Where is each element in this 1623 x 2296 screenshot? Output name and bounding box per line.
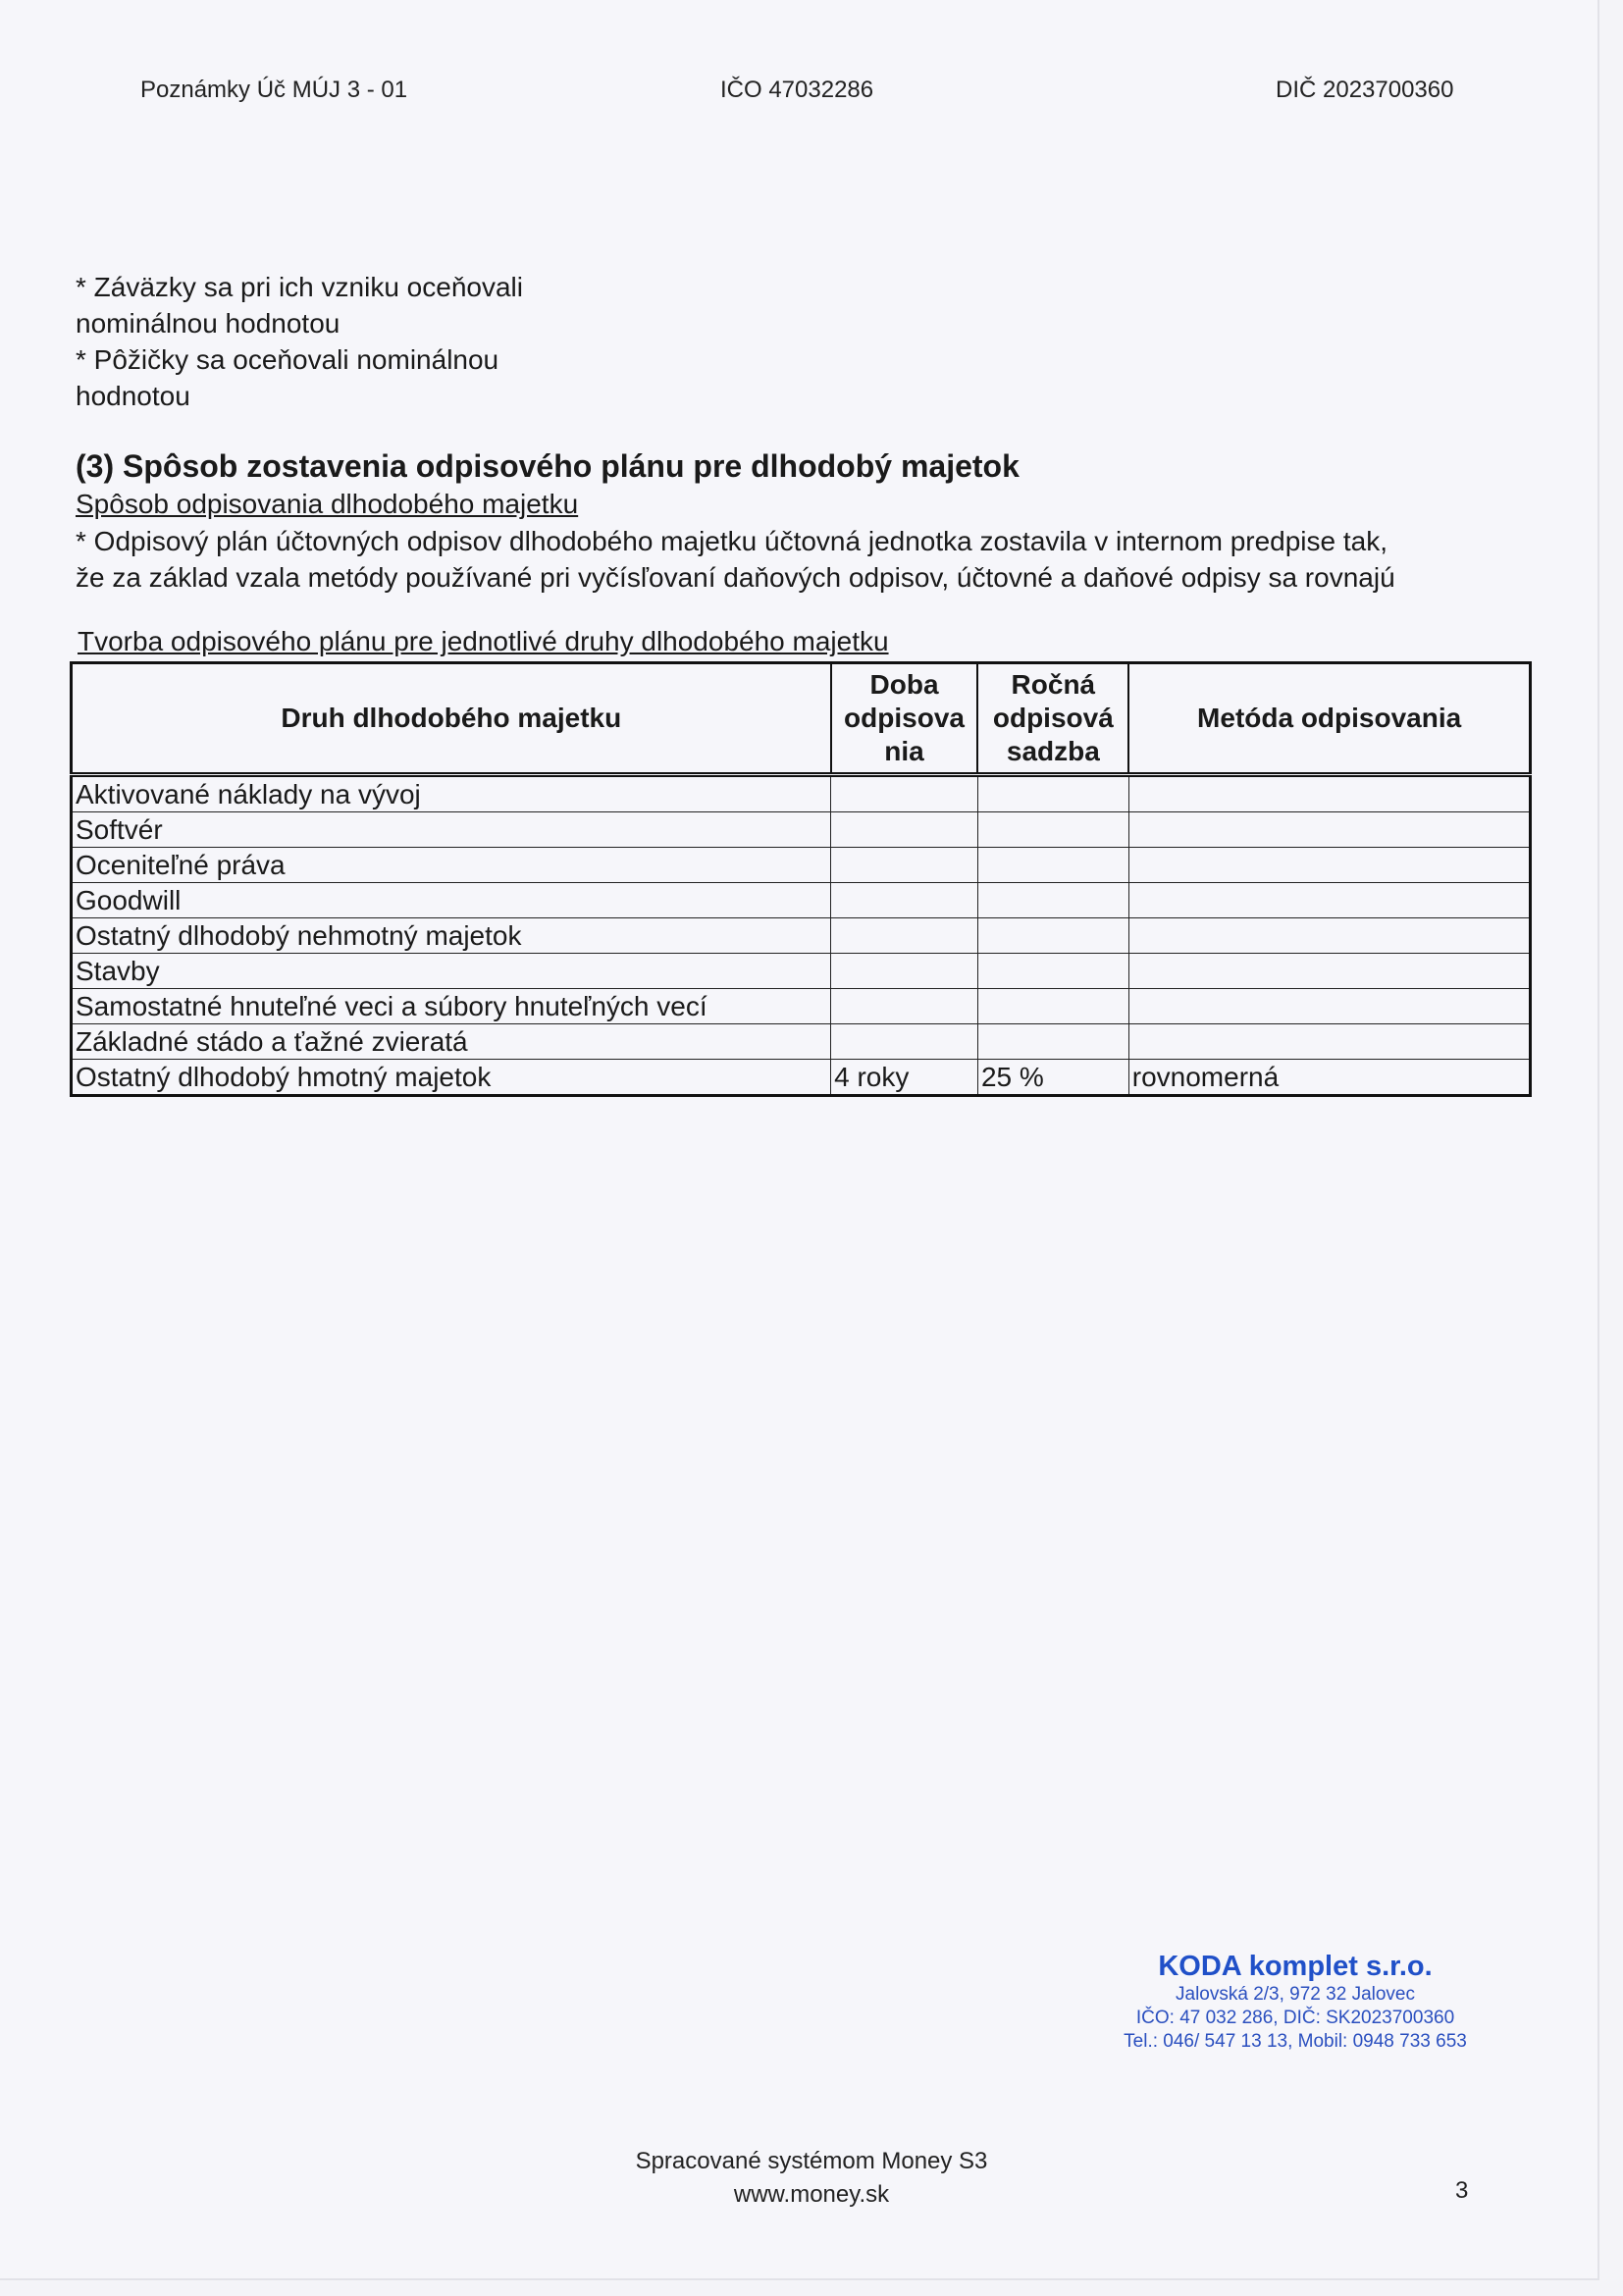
table-row xyxy=(72,883,1531,918)
header-line: Doba xyxy=(869,669,939,700)
body-line: * Odpisový plán účtovných odpisov dlhodobého majetku účtovná jednotka zostavila v internom predpise tak, xyxy=(76,526,1388,556)
cell-rate xyxy=(977,812,1128,848)
cell-type: Samostatné hnuteľné veci a súbory hnuteľných vecí xyxy=(72,989,831,1024)
company-stamp xyxy=(1109,1951,1482,2054)
col-header-period xyxy=(831,663,978,775)
col-header-rate xyxy=(977,663,1128,775)
cell-type: Ostatný dlhodobý nehmotný majetok xyxy=(72,918,831,954)
table-row xyxy=(72,954,1531,989)
body-line: že za základ vzala metódy používané pri vyčísľovaní daňových odpisov, účtovné a daňové odpisy sa rovnajú xyxy=(76,562,1395,593)
cell-method xyxy=(1128,848,1530,883)
stamp-address: Jalovská 2/3, 972 32 Jalovec xyxy=(1176,1984,1415,2005)
note-line: * Pôžičky sa oceňovali nominálnou xyxy=(76,344,499,375)
section-title: (3) Spôsob zostavenia odpisového plánu pre dlhodobý majetok xyxy=(76,448,1020,484)
stamp-ids: IČO: 47 032 286, DIČ: SK2023700360 xyxy=(1135,2008,1455,2028)
table-row xyxy=(72,848,1531,883)
section-body xyxy=(76,523,1528,596)
cell-rate xyxy=(977,918,1128,954)
table-row xyxy=(72,918,1531,954)
page-number: 3 xyxy=(1455,2177,1469,2204)
cell-method xyxy=(1128,883,1530,918)
header-ico: IČO 47032286 xyxy=(720,77,874,103)
cell-method: rovnomerná xyxy=(1128,1060,1530,1096)
cell-method xyxy=(1128,954,1530,989)
cell-period xyxy=(831,775,978,812)
cell-method xyxy=(1128,918,1530,954)
cell-period xyxy=(831,989,978,1024)
cell-rate xyxy=(977,883,1128,918)
stamp-company-name: KODA komplet s.r.o. xyxy=(1158,1951,1433,1982)
header-line: Ročná xyxy=(1011,669,1096,700)
header-line: odpisova xyxy=(844,703,965,733)
table-row xyxy=(72,1060,1531,1096)
cell-type: Ostatný dlhodobý hmotný majetok xyxy=(72,1060,831,1096)
col-header-type: Druh dlhodobého majetku xyxy=(72,663,831,775)
table-header-row xyxy=(72,663,1531,775)
cell-type: Softvér xyxy=(72,812,831,848)
section-subtitle: Spôsob odpisovania dlhodobého majetku xyxy=(76,489,579,519)
cell-rate xyxy=(977,989,1128,1024)
cell-rate xyxy=(977,954,1128,989)
cell-method xyxy=(1128,812,1530,848)
table-row xyxy=(72,775,1531,812)
stamp-phone: Tel.: 046/ 547 13 13, Mobil: 0948 733 653 xyxy=(1124,2031,1467,2052)
table-caption: Tvorba odpisového plánu pre jednotlivé druhy dlhodobého majetku xyxy=(78,626,889,656)
valuation-notes xyxy=(76,269,523,414)
col-header-method: Metóda odpisovania xyxy=(1128,663,1530,775)
cell-period: 4 roky xyxy=(831,1060,978,1096)
header-line: sadzba xyxy=(1006,736,1100,766)
cell-period xyxy=(831,954,978,989)
table-row xyxy=(72,812,1531,848)
note-line: * Záväzky sa pri ich vzniku oceňovali xyxy=(76,272,523,302)
cell-period xyxy=(831,918,978,954)
table-row xyxy=(72,1024,1531,1060)
table-row xyxy=(72,989,1531,1024)
cell-method xyxy=(1128,989,1530,1024)
cell-period xyxy=(831,812,978,848)
footer-software: Spracované systémom Money S3 xyxy=(635,2148,988,2174)
cell-period xyxy=(831,1024,978,1060)
footer-website: www.money.sk xyxy=(733,2181,890,2208)
cell-rate xyxy=(977,1024,1128,1060)
cell-type: Oceniteľné práva xyxy=(72,848,831,883)
cell-period xyxy=(831,848,978,883)
header-dic: DIČ 2023700360 xyxy=(1276,77,1454,103)
cell-period xyxy=(831,883,978,918)
header-line: odpisová xyxy=(992,703,1114,733)
cell-type: Goodwill xyxy=(72,883,831,918)
header-line: nia xyxy=(884,736,924,766)
cell-rate: 25 % xyxy=(977,1060,1128,1096)
cell-type: Stavby xyxy=(72,954,831,989)
cell-type: Aktivované náklady na vývoj xyxy=(72,775,831,812)
page-footer xyxy=(0,2145,1623,2212)
cell-rate xyxy=(977,775,1128,812)
note-line: hodnotou xyxy=(76,381,190,411)
cell-method xyxy=(1128,775,1530,812)
header-left: Poznámky Úč MÚJ 3 - 01 xyxy=(140,77,408,103)
depreciation-table xyxy=(70,661,1532,1097)
cell-method xyxy=(1128,1024,1530,1060)
cell-type: Základné stádo a ťažné zvieratá xyxy=(72,1024,831,1060)
cell-rate xyxy=(977,848,1128,883)
note-line: nominálnou hodnotou xyxy=(76,308,340,339)
